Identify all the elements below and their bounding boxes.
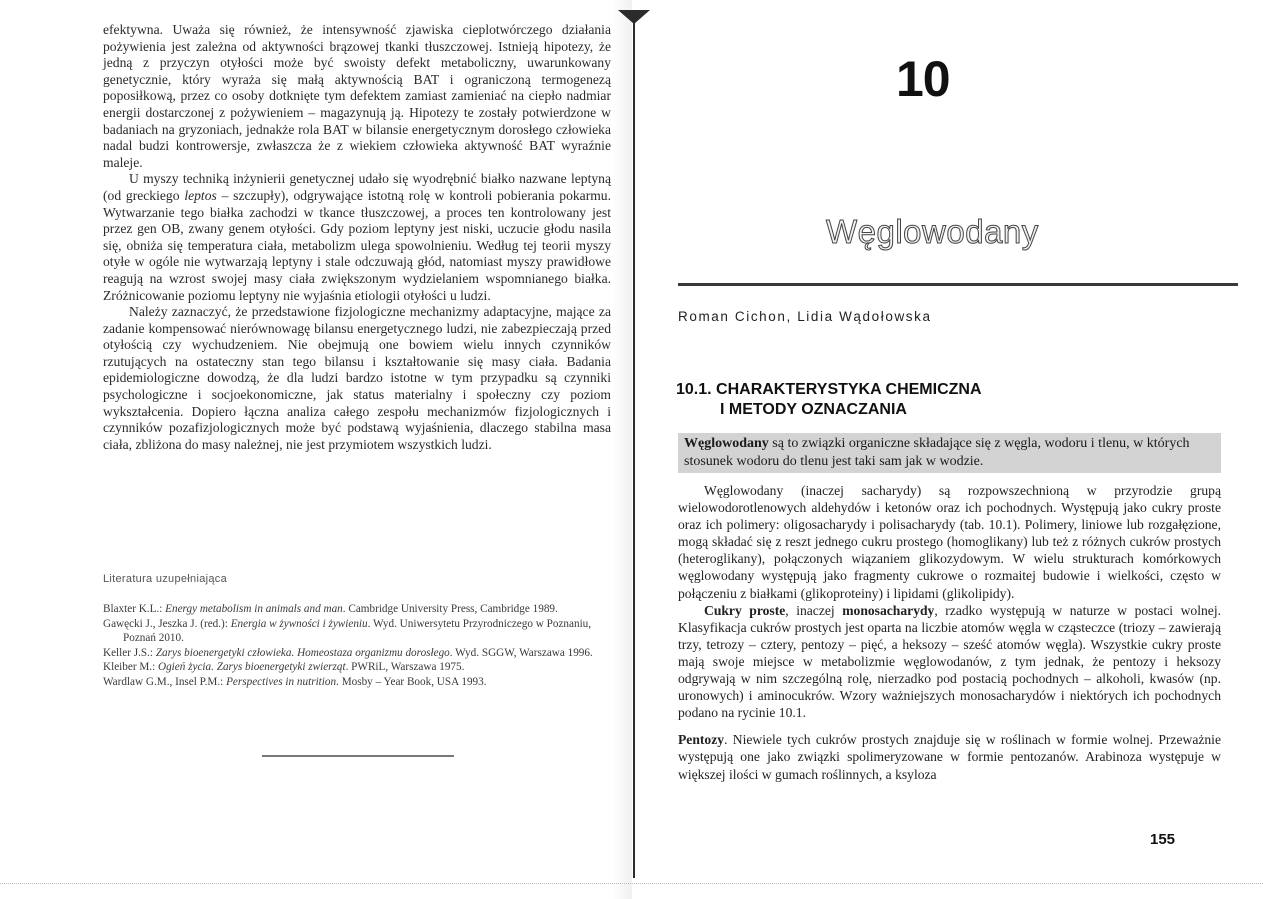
scan-edge xyxy=(0,883,1263,885)
chapter-authors: Roman Cichon, Lidia Wądołowska xyxy=(678,309,932,324)
page-gutter xyxy=(633,12,635,878)
chapter-number: 10 xyxy=(896,51,950,107)
body-paragraph: Cukry proste, inaczej monosacharydy, rzadko występują w naturze w postaci wolnej. Klasyfikacja cukrów prostych jest oparta na liczbie atomów węgla w cząsteczce (triozy – zawierają trzy, tetrozy – cztery, pentozy – pięć, a heksozy – sześć atomów węgla). Wszystkie cukry proste mają swoje miejsce w metabolizmie węglowodanów, z tym jednak, że pentozy i heksozy odgrywają w nim szczególną rolę, nierzadko pod postacią pochodnych – alkoholi, kwasów (np. uronowych) i aminocukrów. Wzory ważniejszych monosacharydów i niektórych ich pochodnych podano na rycinie 10.1. xyxy=(678,602,1221,721)
chapter-title: Węglowodany xyxy=(826,213,1039,250)
reference-item: Gawęcki J., Jeszka J. (red.): Energia w żywności i żywieniu. Wyd. Uniwersytetu Przyrodniczego w Poznaniu, Poznań 2010. xyxy=(103,617,592,645)
reference-item: Keller J.S.: Zarys bioenergetyki człowieka. Homeostaza organizmu dorosłego. Wyd. SGGW, Warszawa 1996. xyxy=(103,646,593,659)
left-body-text xyxy=(103,22,611,453)
right-body-text xyxy=(678,482,1221,783)
body-paragraph: Pentozy. Niewiele tych cukrów prostych znajduje się w roślinach w formie wolnej. Przeważnie występują one jako związki spolimeryzowane w formie pentozanów. Arabinoza występuje w większej ilości w gumach roślinnych, a ksyloza xyxy=(678,732,1221,782)
references-list xyxy=(103,602,611,690)
body-paragraph: Należy zaznaczyć, że przedstawione fizjologiczne mechanizmy adaptacyjne, mające za zadanie kompensować nierównowagę bilansu energetycznego ludzi, nie zabezpieczają przed otyłością czy wychudzeniem. Nie obejmują one bowiem wielu innych czynników rzutujących na ostateczny stan tego bilansu i kształtowanie się masy ciała. Badania epidemiologiczne dowodzą, że dla ludzi bardzo istotne w tym przypadku są czynniki psychologiczne i socjoekonomiczne, jak status materialny i społeczny czy poziom wykształcenia. Dopiero łączna analiza całego zespołu mechanizmów fizjologicznych i czynników pozafizjologicznych może być podstawą wyjaśnienia, dlaczego stabilna masa ciała, zbliżona do masy należnej, nie jest przymiotem wszystkich ludzi. xyxy=(103,304,611,452)
definition-text: Węglowodany są to związki organiczne składające się z węgla, wodoru i tlenu, w których stosunek wodoru do tlenu jest taki sam jak w wodzie. xyxy=(684,436,1190,469)
section-heading-line: 10.1. CHARAKTERYSTYKA CHEMICZNA xyxy=(676,381,982,398)
reference-item: Blaxter K.L.: Energy metabolism in animals and man. Cambridge University Press, Cambridge 1989. xyxy=(103,603,558,615)
chapter-rule xyxy=(678,283,1238,286)
end-rule xyxy=(262,755,454,757)
body-paragraph: efektywna. Uważa się również, że intensywność zjawiska cieplotwórczego działania pożywienia jest zależna od aktywności brązowej tkanki tłuszczowej. Istnieją hipotezy, że jedną z przyczyn otyłości może być swoisty defekt metaboliczny, uwarunkowany genetycznie, który wyraża się małą aktywnością BAT i ograniczoną termogenezą poposiłkową, przez co osoby dotknięte tym defektem zamiast zamieniać na ciepło nadmiar energii dostarczonej z pożywieniem – magazynują ją. Hipotezy te zostały potwierdzone w badaniach na gryzoniach, jednakże rola BAT w bilansie energetycznym dorosłego człowieka nadal budzi kontrowersje, zwłaszcza że z wiekiem człowieka aktywność BAT wyraźnie maleje. xyxy=(103,22,611,170)
body-paragraph: Węglowodany (inaczej sacharydy) są rozpowszechnioną w przyrodzie grupą wielowodorotlenowych aldehydów i ketonów oraz ich pochodnych. Występują jako cukry proste oraz ich polimery: oligosacharydy i polisacharydy (tab. 10.1). Polimery, liniowe lub rozgałęzione, mogą składać się z reszt jednego cukru prostego (homoglikany) lub też z różnych cukrów prostych (heteroglikany), połączonych wiązaniem glikozydowym. W wielu strukturach komórkowych węglowodany występują jako fragmenty cukrowe o rozmaitej budowie i wielkości, często w połączeniu z białkami (glikoproteiny) i lipidami (glikolipidy). xyxy=(678,483,1221,601)
section-heading-line: I METODY OZNACZANIA xyxy=(720,401,907,418)
reference-item: Kleiber M.: Ogień życia. Zarys bioenergetyki zwierząt. PWRiL, Warszawa 1975. xyxy=(103,661,465,674)
body-paragraph: U myszy techniką inżynierii genetycznej udało się wyodrębnić białko nazwane leptyną (od greckiego leptos – szczupły), odgrywające istotną rolę w kontroli pobierania pokarmu. Wytwarzanie tego białka zachodzi w tkance tłuszczowej, a proces ten kontrolowany jest przez gen OB, zwany genem otyłości. Gdy poziom leptyny jest niski, uczucie głodu nasila się, obniża się temperatura ciała, metabolizm ulega spowolnieniu. Według tej teorii myszy otyłe w ogóle nie wytwarzają leptyny i stale odczuwają głód, natomiast myszy prawidłowe reagują na wzrost swojej masy ciała zwiększonym wydzielaniem wspomnianego białka. Zróżnicowanie poziomu leptyny nie wyjaśnia etiologii otyłości u ludzi. xyxy=(103,171,612,303)
definition-box xyxy=(678,433,1221,473)
reference-item: Wardlaw G.M., Insel P.M.: Perspectives in nutrition. Mosby – Year Book, USA 1993. xyxy=(103,675,487,688)
literature-heading: Literatura uzupełniająca xyxy=(103,573,227,585)
right-page xyxy=(638,0,1263,899)
section-heading xyxy=(676,380,982,420)
page-number: 155 xyxy=(1150,831,1176,848)
